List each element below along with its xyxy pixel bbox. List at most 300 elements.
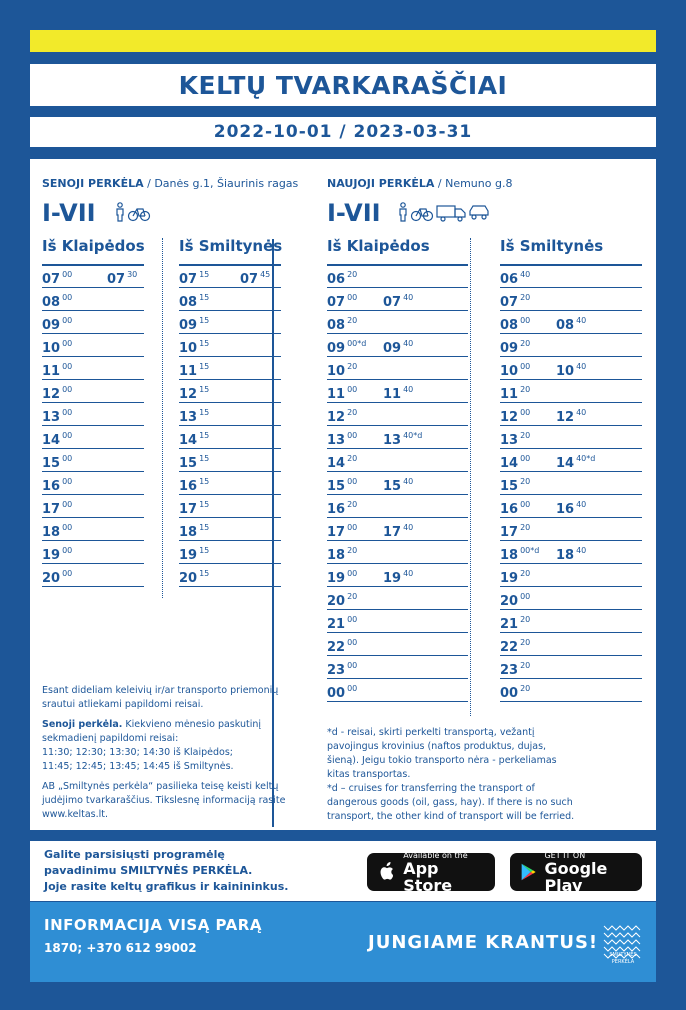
- departure-time: [500, 316, 530, 333]
- departure-time: [327, 454, 357, 471]
- schedule-row: [327, 564, 468, 587]
- new-ferry-days: I-VII: [327, 199, 381, 227]
- schedule-row: [42, 426, 144, 449]
- departure-minute: 15: [199, 270, 210, 279]
- departure-hour: 07: [500, 295, 519, 310]
- departure-minute: 40*d: [576, 454, 596, 463]
- departure-hour: 09: [42, 318, 61, 333]
- departure-minute: 00: [520, 592, 531, 601]
- note-disclaimer: AB „Smiltynės perkėla“ pasilieka teisę keisti keltų judėjimo tvarkaraščius. Tikslesnę informaciją rasite www.keltas.lt.: [42, 781, 286, 820]
- departure-time: [327, 408, 357, 425]
- departure-hour: 06: [500, 272, 519, 287]
- departure-minute: 00: [347, 684, 358, 693]
- departure-minute: 20: [347, 270, 358, 279]
- departure-hour: 17: [383, 525, 402, 540]
- departure-minute: 20: [347, 362, 358, 371]
- schedule-row: [500, 380, 642, 403]
- departure-hour: 19: [327, 571, 346, 586]
- schedule-row: [327, 265, 468, 288]
- departure-minute: 00: [62, 270, 73, 279]
- departure-minute: 00: [347, 661, 358, 670]
- departure-time: [179, 293, 209, 310]
- schedule-row: [179, 426, 281, 449]
- old-klaipeda-schedule: [42, 265, 144, 587]
- departure-time: [500, 431, 530, 448]
- departure-hour: 18: [327, 548, 346, 563]
- departure-hour: 10: [500, 364, 519, 379]
- schedule-row: [179, 265, 281, 288]
- schedule-row: [179, 403, 281, 426]
- footer: [30, 902, 656, 982]
- departure-time: [42, 385, 72, 402]
- schedule-row: [42, 288, 144, 311]
- departure-time: [179, 477, 209, 494]
- app-promo: [30, 841, 656, 901]
- departure-minute: 40: [576, 362, 587, 371]
- app-promo-text: [44, 847, 288, 895]
- new-ferry-dotted-divider: [470, 238, 471, 716]
- logo-text-line-1: SMILTYNĖS: [609, 952, 637, 958]
- schedule-row: [179, 472, 281, 495]
- schedule-row: [500, 426, 642, 449]
- departure-hour: 07: [383, 295, 402, 310]
- period-dates: 2022-10-01 / 2023-03-31: [213, 122, 473, 142]
- departure-hour: 08: [327, 318, 346, 333]
- old-smiltyne-schedule: [179, 265, 281, 587]
- departure-time: [42, 500, 72, 517]
- departure-minute: 40: [576, 316, 587, 325]
- schedule-row: [327, 495, 468, 518]
- departure-minute: 20: [347, 454, 358, 463]
- departure-minute: 00: [347, 523, 358, 532]
- schedule-row: [327, 587, 468, 610]
- truck-icon: [436, 202, 466, 222]
- departure-time: [327, 523, 357, 540]
- departure-hour: 13: [383, 433, 402, 448]
- departure-minute: 15: [199, 293, 210, 302]
- note-old-ferry-text: Kiekvieno mėnesio paskutinį sekmadienį papildomi reisai:: [42, 719, 262, 744]
- departure-time: [179, 339, 209, 356]
- schedule-row: [500, 495, 642, 518]
- departure-time: [42, 339, 72, 356]
- departure-minute: 20: [520, 684, 531, 693]
- departure-minute: 40: [576, 546, 587, 555]
- departure-minute: 20: [520, 339, 531, 348]
- departure-minute: 00: [347, 431, 358, 440]
- departure-hour: 07: [240, 272, 259, 287]
- schedule-row: [42, 403, 144, 426]
- schedule-row: [179, 380, 281, 403]
- schedule-row: [179, 334, 281, 357]
- departure-hour: 19: [383, 571, 402, 586]
- departure-time: [500, 339, 530, 356]
- schedule-row: [500, 449, 642, 472]
- schedule-row: [500, 288, 642, 311]
- departure-minute: 00: [62, 523, 73, 532]
- departure-minute: 00: [520, 316, 531, 325]
- departure-time: [500, 523, 530, 540]
- departure-time: [327, 316, 357, 333]
- departure-hour: 10: [42, 341, 61, 356]
- departure-hour: 12: [42, 387, 61, 402]
- departure-minute: 15: [199, 569, 210, 578]
- departure-hour: 19: [179, 548, 198, 563]
- departure-minute: 15: [199, 546, 210, 555]
- departure-minute: 00: [62, 500, 73, 509]
- departure-minute: 00*d: [347, 339, 367, 348]
- departure-hour: 18: [179, 525, 198, 540]
- departure-minute: 40: [576, 500, 587, 509]
- departure-minute: 20: [520, 661, 531, 670]
- departure-time: [500, 477, 530, 494]
- departure-minute: 00: [347, 385, 358, 394]
- schedule-row: [500, 541, 642, 564]
- departure-hour: 11: [327, 387, 346, 402]
- schedule-row: [500, 633, 642, 656]
- departure-minute: 40*d: [403, 431, 423, 440]
- departure-time: [383, 385, 413, 402]
- departure-time: [500, 638, 530, 655]
- departure-time: [327, 339, 366, 356]
- apple-icon: [377, 860, 395, 884]
- app-line-2: pavadinimu SMILTYNĖS PERKĖLA.: [44, 864, 253, 877]
- google-play-button[interactable]: [510, 850, 642, 895]
- new-ferry-header: [327, 177, 512, 190]
- departure-minute: 15: [199, 523, 210, 532]
- departure-minute: 20: [520, 615, 531, 624]
- departure-hour: 20: [179, 571, 198, 586]
- departure-time: [500, 661, 530, 678]
- departure-time: [500, 546, 539, 563]
- departure-time: [500, 500, 530, 517]
- departure-hour: 13: [42, 410, 61, 425]
- departure-hour: 07: [179, 272, 198, 287]
- departure-minute: 00: [62, 546, 73, 555]
- departure-time: [42, 546, 72, 563]
- departure-hour: 11: [179, 364, 198, 379]
- departure-time: [327, 661, 357, 678]
- departure-hour: 10: [327, 364, 346, 379]
- departure-time: [327, 362, 357, 379]
- schedule-row: [327, 656, 468, 679]
- app-store-button[interactable]: [367, 850, 495, 895]
- departure-hour: 13: [179, 410, 198, 425]
- departure-minute: 00: [62, 316, 73, 325]
- schedule-row: [327, 380, 468, 403]
- departure-time: [556, 408, 586, 425]
- departure-time: [179, 408, 209, 425]
- departure-hour: 20: [42, 571, 61, 586]
- departure-hour: 15: [179, 456, 198, 471]
- departure-minute: 45: [260, 270, 271, 279]
- departure-time: [42, 569, 72, 586]
- departure-minute: 20: [520, 293, 531, 302]
- departure-minute: 20: [347, 546, 358, 555]
- schedule-row: [500, 610, 642, 633]
- schedule-row: [42, 472, 144, 495]
- note-extra-trips: Esant dideliam keleivių ir/ar transporto priemonių srautui atliekami papildomi reisai.: [42, 685, 279, 710]
- schedule-row: [500, 656, 642, 679]
- departure-hour: 18: [42, 525, 61, 540]
- departure-time: [179, 316, 209, 333]
- departure-time: [556, 454, 595, 471]
- old-ferry-address: / Danės g.1, Šiaurinis ragas: [143, 177, 299, 190]
- departure-time: [500, 615, 530, 632]
- departure-hour: 09: [179, 318, 198, 333]
- departure-time: [179, 523, 209, 540]
- car-icon: [468, 202, 490, 222]
- departure-hour: 07: [327, 295, 346, 310]
- departure-hour: 20: [500, 594, 519, 609]
- departure-time: [179, 454, 209, 471]
- note-old-ferry-smiltyne: 11:45; 12:45; 13:45; 14:45 iš Smiltynės.: [42, 761, 234, 772]
- schedule-row: [327, 426, 468, 449]
- note-old-ferry: [42, 718, 292, 774]
- departure-minute: 15: [199, 454, 210, 463]
- app-line-1: Galite parsisiųsti programėlę: [44, 848, 225, 861]
- departure-hour: 15: [42, 456, 61, 471]
- departure-hour: 09: [327, 341, 346, 356]
- departure-time: [179, 546, 209, 563]
- departure-minute: 20: [520, 477, 531, 486]
- note-d-lt: *d - reisai, skirti perkelti transportą, vežantį pavojingus krovinius (naftos produktus, dujas, šieną). Jeigu tokio transporto nėra - perkeliamas kitas transportas.: [327, 727, 557, 780]
- departure-hour: 11: [383, 387, 402, 402]
- departure-minute: 00: [62, 569, 73, 578]
- new-ferry-icons: [398, 202, 490, 222]
- departure-minute: 00: [62, 408, 73, 417]
- old-ferry-dotted-divider: [162, 238, 163, 598]
- schedule-row: [327, 518, 468, 541]
- departure-minute: 00: [62, 454, 73, 463]
- departure-time: [42, 293, 72, 310]
- new-smiltyne-schedule: [500, 265, 642, 702]
- schedule-row: [42, 518, 144, 541]
- logo-text: [596, 952, 650, 966]
- departure-minute: 00: [347, 638, 358, 647]
- departure-minute: 20: [520, 638, 531, 647]
- gplay-small-text: GET IT ON: [544, 850, 586, 860]
- departure-minute: 00: [347, 569, 358, 578]
- departure-hour: 18: [556, 548, 575, 563]
- schedule-row: [179, 357, 281, 380]
- departure-hour: 23: [327, 663, 346, 678]
- departure-hour: 15: [327, 479, 346, 494]
- departure-time: [383, 293, 413, 310]
- departure-minute: 15: [199, 431, 210, 440]
- old-from-smiltyne-label: Iš Smiltynės: [179, 237, 283, 255]
- departure-hour: 12: [179, 387, 198, 402]
- schedule-row: [179, 495, 281, 518]
- page-title: KELTŲ TVARKARAŠČIAI: [178, 70, 508, 100]
- departure-hour: 19: [500, 571, 519, 586]
- departure-time: [42, 477, 72, 494]
- departure-minute: 20: [520, 431, 531, 440]
- departure-hour: 15: [500, 479, 519, 494]
- departure-time: [500, 270, 530, 287]
- departure-time: [327, 592, 357, 609]
- old-ferry-days: I-VII: [42, 199, 96, 227]
- departure-hour: 10: [556, 364, 575, 379]
- departure-minute: 00: [62, 385, 73, 394]
- app-line-3: Joje rasite keltų grafikus ir kainininkus.: [44, 880, 289, 893]
- departure-time: [500, 385, 530, 402]
- title-box: [30, 64, 656, 106]
- departure-minute: 15: [199, 477, 210, 486]
- departure-time: [42, 431, 72, 448]
- schedule-row: [42, 311, 144, 334]
- departure-minute: 40: [403, 569, 414, 578]
- info-title: INFORMACIJA VISĄ PARĄ: [44, 916, 262, 934]
- departure-minute: 00: [520, 500, 531, 509]
- departure-hour: 19: [42, 548, 61, 563]
- schedule-row: [500, 472, 642, 495]
- departure-minute: 40: [403, 385, 414, 394]
- departure-time: [179, 431, 209, 448]
- departure-time: [500, 408, 530, 425]
- schedule-row: [327, 541, 468, 564]
- departure-hour: 17: [500, 525, 519, 540]
- departure-time: [556, 546, 586, 563]
- schedule-row: [327, 403, 468, 426]
- departure-time: [327, 500, 357, 517]
- departure-minute: 00: [62, 293, 73, 302]
- departure-minute: 00: [62, 477, 73, 486]
- schedule-row: [500, 564, 642, 587]
- departure-minute: 20: [347, 316, 358, 325]
- departure-hour: 08: [42, 295, 61, 310]
- departure-time: [383, 431, 422, 448]
- departure-hour: 00: [327, 686, 346, 701]
- new-from-smiltyne-label: Iš Smiltynės: [500, 237, 604, 255]
- schedule-row: [327, 472, 468, 495]
- departure-time: [179, 270, 209, 287]
- departure-minute: 20: [520, 569, 531, 578]
- schedule-row: [42, 357, 144, 380]
- departure-time: [42, 523, 72, 540]
- departure-hour: 17: [179, 502, 198, 517]
- departure-hour: 16: [42, 479, 61, 494]
- departure-hour: 21: [327, 617, 346, 632]
- departure-hour: 16: [500, 502, 519, 517]
- departure-hour: 06: [327, 272, 346, 287]
- departure-hour: 21: [500, 617, 519, 632]
- notes-left: [42, 684, 292, 828]
- departure-time: [500, 454, 530, 471]
- departure-time: [327, 477, 357, 494]
- departure-hour: 17: [327, 525, 346, 540]
- departure-minute: 15: [199, 408, 210, 417]
- departure-minute: 00: [347, 477, 358, 486]
- departure-hour: 18: [500, 548, 519, 563]
- schedule-row: [179, 288, 281, 311]
- new-ferry-address: / Nemuno g.8: [434, 177, 513, 190]
- departure-hour: 08: [179, 295, 198, 310]
- departure-time: [240, 270, 270, 287]
- departure-time: [383, 339, 413, 356]
- old-ferry-icons: [115, 202, 151, 222]
- departure-hour: 20: [327, 594, 346, 609]
- schedule-row: [327, 449, 468, 472]
- departure-time: [42, 408, 72, 425]
- departure-minute: 40: [520, 270, 531, 279]
- departure-hour: 09: [500, 341, 519, 356]
- schedule-row: [179, 449, 281, 472]
- schedule-row: [327, 633, 468, 656]
- departure-time: [179, 385, 209, 402]
- schedule-row: [327, 357, 468, 380]
- bicycle-icon: [410, 202, 434, 222]
- departure-minute: 40: [403, 523, 414, 532]
- schedule-row: [500, 679, 642, 702]
- departure-time: [327, 293, 357, 310]
- departure-time: [500, 293, 530, 310]
- departure-minute: 20: [520, 385, 531, 394]
- pedestrian-icon: [115, 202, 125, 222]
- departure-hour: 07: [107, 272, 126, 287]
- departure-time: [500, 569, 530, 586]
- schedule-row: [500, 587, 642, 610]
- departure-minute: 40: [403, 293, 414, 302]
- schedule-row: [42, 495, 144, 518]
- schedule-row: [500, 518, 642, 541]
- departure-hour: 14: [327, 456, 346, 471]
- schedule-row: [327, 311, 468, 334]
- old-ferry-name: SENOJI PERKĖLA: [42, 177, 144, 190]
- departure-time: [327, 684, 357, 701]
- google-play-icon: [520, 861, 536, 883]
- departure-hour: 17: [42, 502, 61, 517]
- departure-minute: 20: [347, 592, 358, 601]
- appstore-big-text: App Store: [403, 858, 453, 895]
- departure-hour: 12: [500, 410, 519, 425]
- departure-minute: 40: [403, 339, 414, 348]
- departure-minute: 20: [347, 500, 358, 509]
- departure-time: [107, 270, 137, 287]
- departure-minute: 00: [347, 615, 358, 624]
- departure-hour: 00: [500, 686, 519, 701]
- departure-time: [556, 362, 586, 379]
- schedule-row: [500, 311, 642, 334]
- departure-time: [500, 592, 530, 609]
- departure-hour: 15: [383, 479, 402, 494]
- new-klaipeda-schedule: [327, 265, 468, 702]
- schedule-row: [327, 679, 468, 702]
- departure-hour: 22: [500, 640, 519, 655]
- departure-minute: 00: [62, 362, 73, 371]
- departure-time: [383, 569, 413, 586]
- departure-minute: 15: [199, 385, 210, 394]
- schedule-row: [42, 541, 144, 564]
- departure-hour: 08: [556, 318, 575, 333]
- schedule-row: [500, 334, 642, 357]
- info-phone: 1870; +370 612 99002: [44, 941, 197, 955]
- departure-time: [383, 477, 413, 494]
- departure-minute: 15: [199, 316, 210, 325]
- schedule-row: [500, 265, 642, 288]
- departure-time: [327, 385, 357, 402]
- schedule-row: [42, 334, 144, 357]
- departure-time: [500, 684, 530, 701]
- departure-hour: 11: [500, 387, 519, 402]
- departure-hour: 13: [327, 433, 346, 448]
- pedestrian-icon: [398, 202, 408, 222]
- departure-minute: 40: [403, 477, 414, 486]
- departure-hour: 12: [327, 410, 346, 425]
- departure-minute: 00: [520, 408, 531, 417]
- departure-hour: 11: [42, 364, 61, 379]
- departure-minute: 00*d: [520, 546, 540, 555]
- schedule-row: [327, 610, 468, 633]
